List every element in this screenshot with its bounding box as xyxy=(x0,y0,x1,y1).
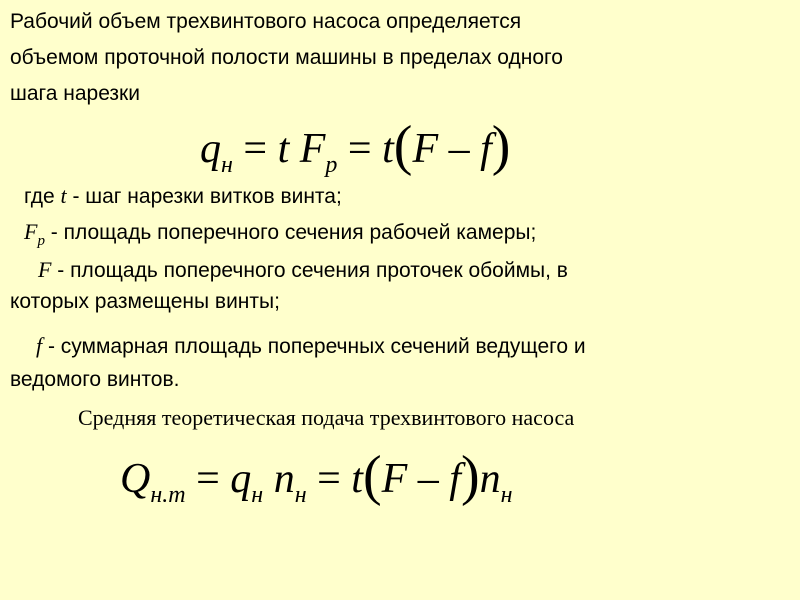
formula1-q-sub: н xyxy=(221,152,233,178)
formula2-t: t xyxy=(351,456,363,502)
formula1-F: F xyxy=(299,126,326,172)
definition-F-var: F xyxy=(38,257,52,282)
definition-F-text: - площадь поперечного сечения проточек обоймы, в xyxy=(51,259,568,282)
definition-t-prefix: где xyxy=(24,185,61,208)
definition-F-cont: которых размещены винты; xyxy=(10,290,280,313)
formula2-eq2: = xyxy=(306,456,352,502)
formula1-minus: – xyxy=(438,126,481,172)
formula2-n2-sub: н xyxy=(500,482,513,508)
formula2-rparen: ) xyxy=(460,445,480,507)
definition-t-var: t xyxy=(60,183,67,208)
formula-average-supply xyxy=(120,445,513,509)
subtitle-average-supply: Средняя теоретическая подача трехвинтового насоса xyxy=(78,405,575,430)
formula1-F2: F xyxy=(412,126,439,172)
formula2-Q: Q xyxy=(120,456,151,502)
formula2-n1-sub: н xyxy=(294,482,307,508)
formula1-rparen: ) xyxy=(491,115,511,177)
formula2-eq1: = xyxy=(185,456,231,502)
formula1-f: f xyxy=(480,126,492,172)
definition-Fp-text: - площадь поперечного сечения рабочей камеры; xyxy=(44,221,537,244)
formula2-q-sub: н xyxy=(251,482,264,508)
definition-f-var: f xyxy=(36,333,43,358)
definition-f xyxy=(36,332,586,360)
formula1-lparen: ( xyxy=(393,115,413,177)
formula2-lparen: ( xyxy=(362,445,382,507)
formula-working-volume xyxy=(200,115,511,179)
formula2-minus: – xyxy=(407,456,450,502)
formula1-t2: t xyxy=(382,126,394,172)
formula1-eq2: = xyxy=(337,126,383,172)
definition-F xyxy=(38,256,568,284)
formula1-eq1: = xyxy=(232,126,278,172)
formula2-n2: n xyxy=(479,456,501,502)
definition-f-text: - суммарная площадь поперечных сечений ведущего и xyxy=(42,335,586,358)
definition-Fp-sub: p xyxy=(37,233,45,249)
definition-Fp xyxy=(24,218,536,249)
intro-line-2: объемом проточной полости машины в пределах одного xyxy=(10,46,563,69)
definition-t xyxy=(24,182,342,210)
formula2-F: F xyxy=(381,456,408,502)
formula2-Q-sub: н.т xyxy=(150,482,186,508)
formula1-q: q xyxy=(200,126,221,172)
formula2-f: f xyxy=(449,456,461,502)
definition-t-text: - шаг нарезки витков винта; xyxy=(66,185,342,208)
formula1-F-sub: p xyxy=(325,152,338,178)
definition-f-cont: ведомого винтов. xyxy=(10,368,180,391)
intro-line-1: Рабочий объем трехвинтового насоса определяется xyxy=(10,10,522,33)
formula1-t1: t xyxy=(277,126,290,172)
formula2-n1: n xyxy=(273,456,295,502)
formula2-q: q xyxy=(230,456,252,502)
intro-line-3: шага нарезки xyxy=(10,82,140,105)
definition-Fp-var: F xyxy=(24,219,38,244)
